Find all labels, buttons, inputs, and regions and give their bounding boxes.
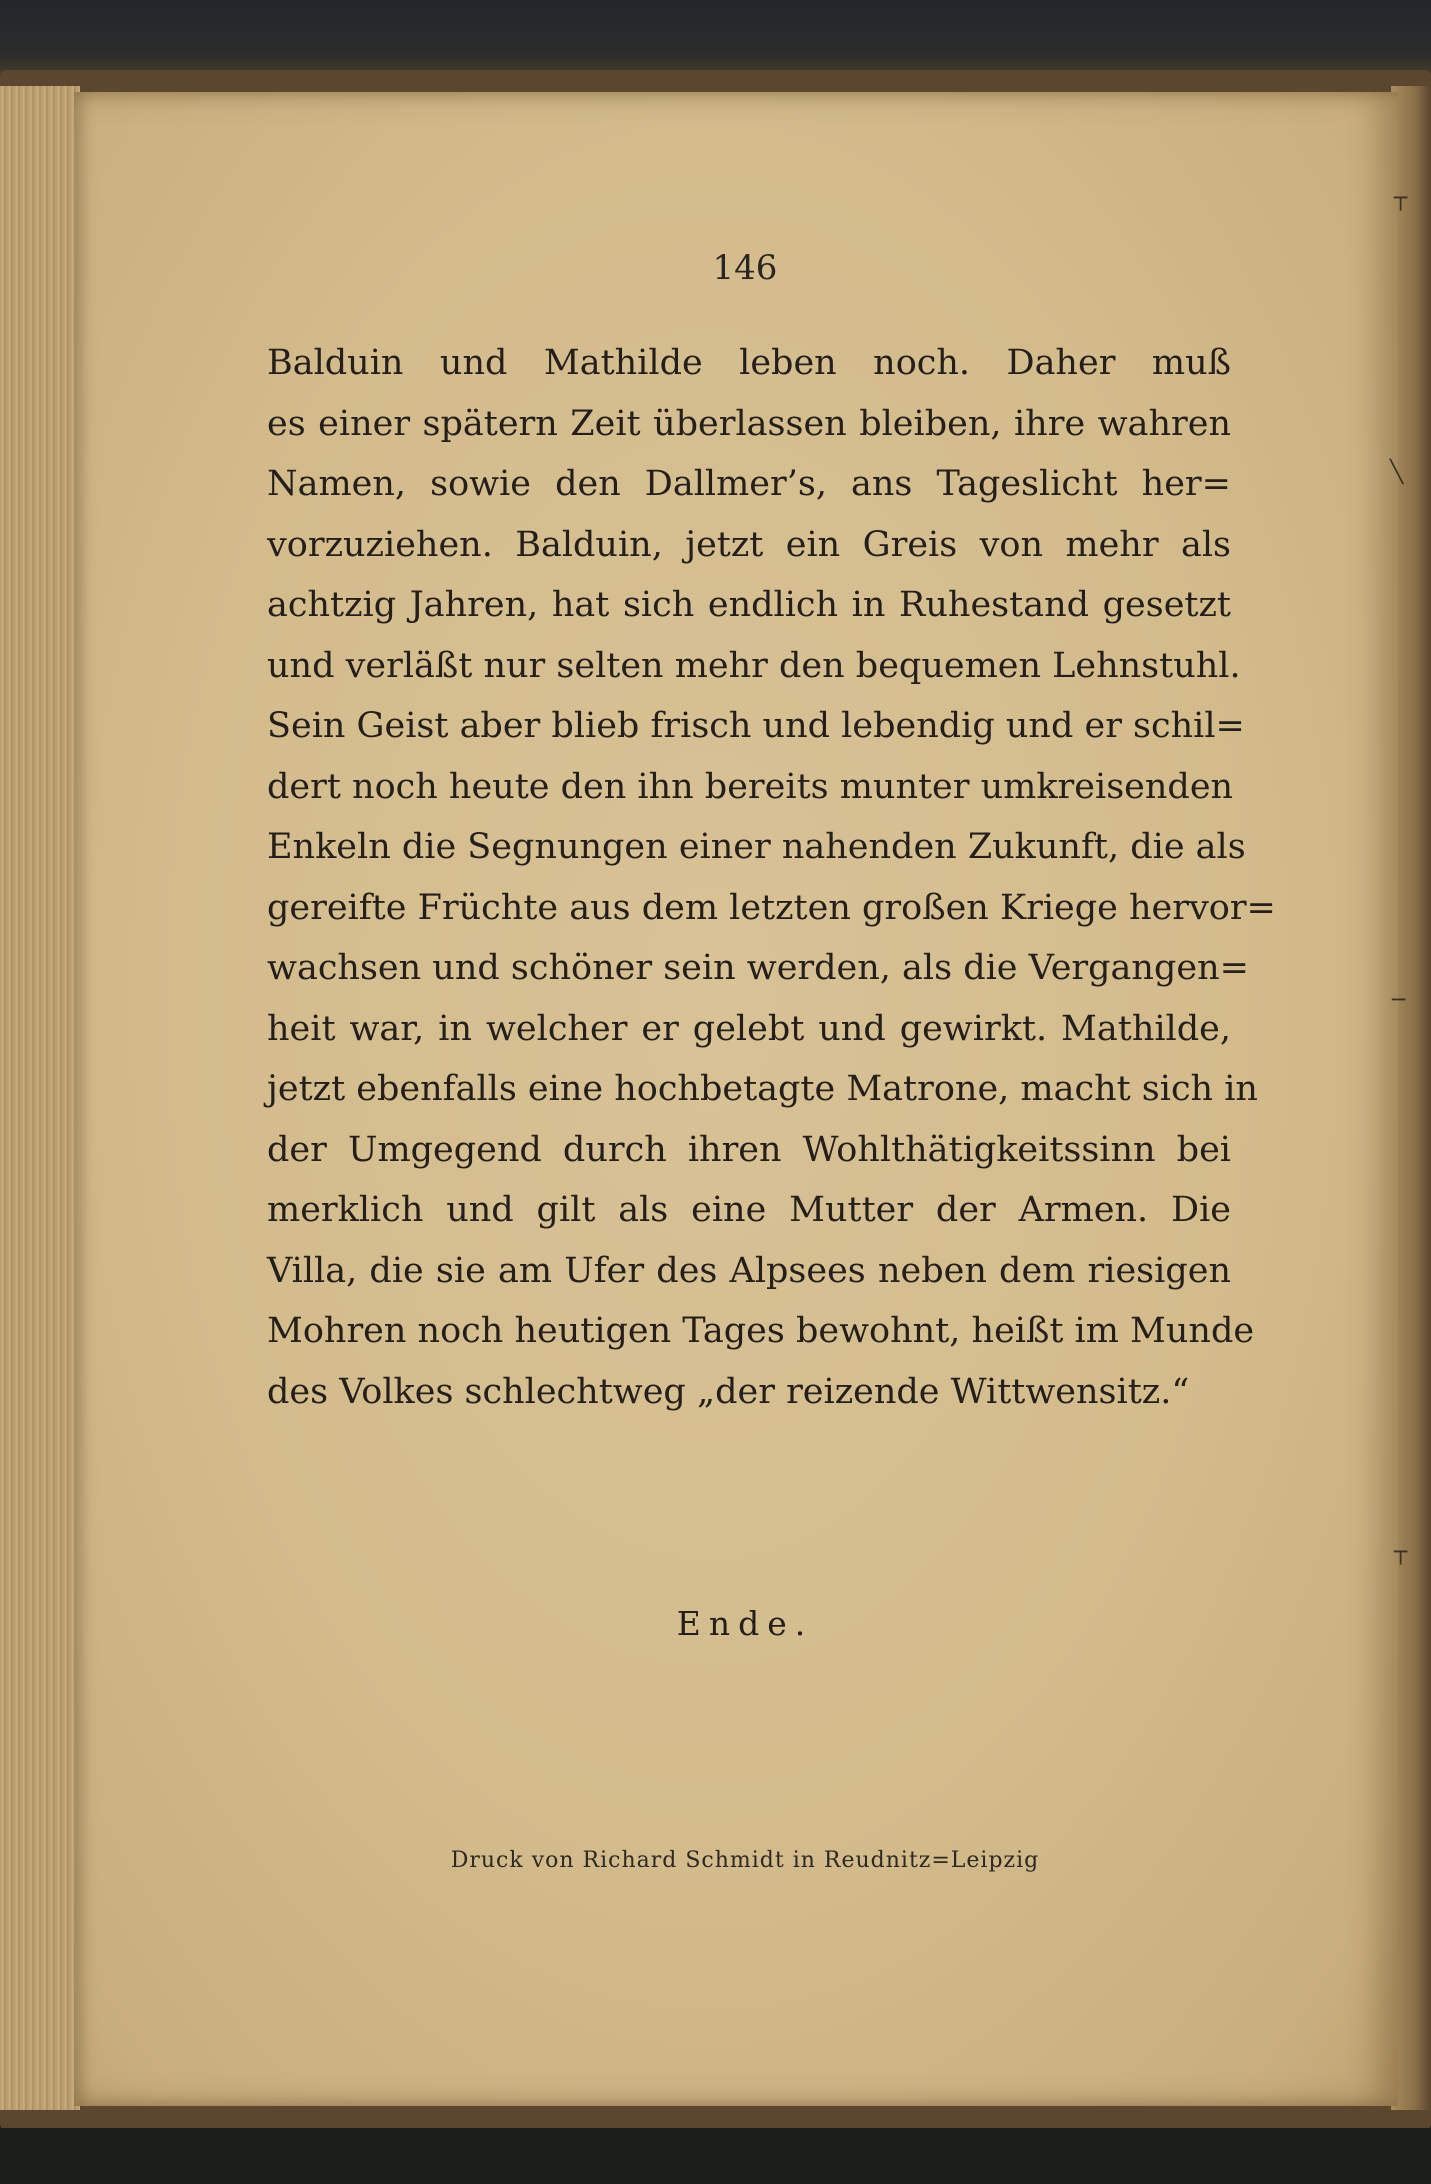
text-line: vorzuziehen. Balduin, jetzt ein Greis von mehr als <box>267 524 1231 565</box>
body-paragraph <box>267 333 1276 1422</box>
margin-tick-mark: ┬ <box>1394 186 1408 211</box>
text-line: der Umgegend durch ihren Wohlthätigkeitssinn bei <box>267 1129 1231 1170</box>
text-line: Villa, die sie am Ufer des Alpsees neben dem riesigen <box>267 1250 1231 1291</box>
text-line: Sein Geist aber blieb frisch und lebendig und er schil= <box>267 706 1245 746</box>
end-word: Ende. <box>676 1604 814 1643</box>
margin-tick-mark: ┬ <box>1394 1540 1408 1565</box>
text-line: es einer spätern Zeit überlassen bleiben, ihre wahren <box>267 403 1231 444</box>
book-cover-top-edge <box>0 0 1431 78</box>
text-line: achtzig Jahren, hat sich endlich in Ruhestand gesetzt <box>267 585 1231 625</box>
text-line: Namen, sowie den Dallmer’s, ans Tageslicht her= <box>267 464 1231 504</box>
text-line: Balduin und Mathilde leben noch. Daher muß <box>267 343 1231 383</box>
text-line: merklich und gilt als eine Mutter der Armen. Die <box>267 1190 1231 1230</box>
page-stack-edge <box>0 86 80 2110</box>
book-cover-bottom-edge <box>0 2128 1431 2184</box>
text-line: und verläßt nur selten mehr den bequemen Lehnstuhl. <box>267 645 1241 686</box>
text-line: dert noch heute den ihn bereits munter umkreisenden <box>267 766 1234 807</box>
margin-tick-mark: ─ <box>1392 988 1406 1013</box>
margin-tick-mark: ╲ <box>1390 460 1404 485</box>
text-line: jetzt ebenfalls eine hochbetagte Matrone, macht sich in <box>267 1069 1258 1109</box>
printer-imprint: Druck von Richard Schmidt in Reudnitz=Leipzig <box>450 1848 1040 1873</box>
text-line: des Volkes schlechtweg „der reizende Wittwensitz.“ <box>267 1371 1190 1412</box>
text-line: wachsen und schöner sein werden, als die Vergangen= <box>267 948 1249 988</box>
text-line: heit war, in welcher er gelebt und gewirkt. Mathilde, <box>267 1008 1231 1049</box>
text-line: gereifte Früchte aus dem letzten großen Kriege hervor= <box>267 887 1276 928</box>
text-line: Mohren noch heutigen Tages bewohnt, heißt im Munde <box>267 1311 1255 1351</box>
text-line: Enkeln die Segnungen einer nahenden Zukunft, die als <box>267 827 1246 867</box>
page-number: 146 <box>712 248 778 288</box>
